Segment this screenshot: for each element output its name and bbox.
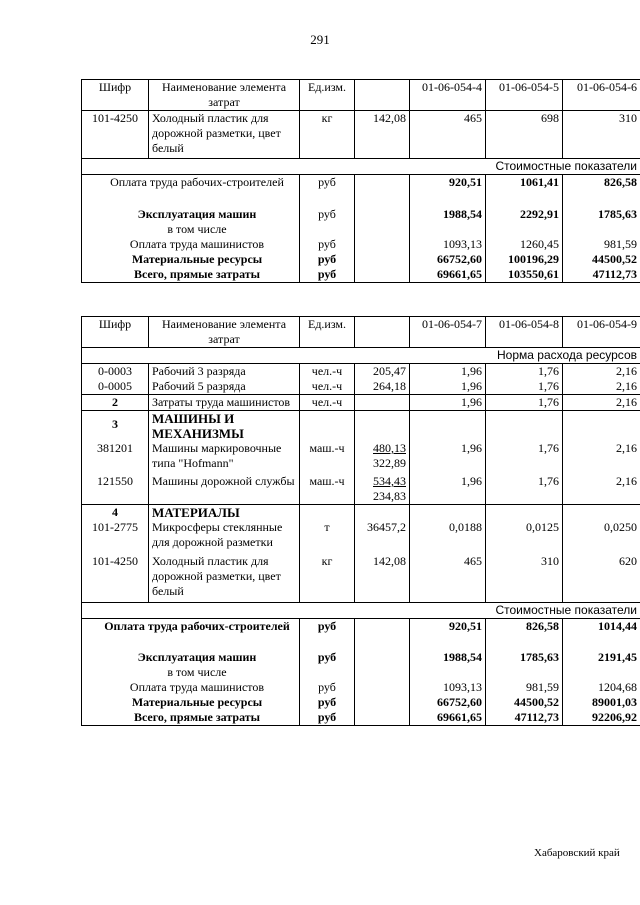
row-value: 2,16 (563, 441, 640, 471)
cost-value: 1093,13 (410, 237, 486, 252)
row-value: 465 (410, 554, 486, 602)
row-value: 1,96 (410, 441, 486, 471)
row-code: 2 (82, 395, 149, 411)
row-price: 534,43 (373, 474, 406, 488)
cost-empty (355, 695, 410, 710)
cost-name: Всего, прямые затраты (82, 267, 300, 283)
section-empty (486, 411, 563, 442)
cost-empty (355, 680, 410, 695)
estimate-table-2 (81, 316, 640, 726)
section-row (82, 411, 640, 442)
table-row (82, 379, 640, 395)
section-empty (563, 411, 640, 442)
cost-row (82, 207, 640, 237)
row-value: 465 (410, 111, 486, 159)
table-row (82, 111, 640, 159)
cost-name: Оплата труда машинистов (82, 237, 300, 252)
row-name: Рабочий 3 разряда (149, 364, 300, 380)
cost-value: 1988,54 (410, 207, 486, 237)
cost-name: Оплата труда рабочих-строителей (82, 175, 300, 207)
cost-empty (355, 710, 410, 726)
row-unit: кг (300, 111, 355, 159)
row-value: 1,76 (486, 364, 563, 380)
cost-value: 2191,45 (563, 650, 640, 680)
row-price-group (355, 441, 410, 471)
row-name: Машины дорожной службы (149, 471, 300, 505)
row-price-secondary: 322,89 (373, 456, 406, 470)
cost-row (82, 695, 640, 710)
row-value: 2,16 (563, 379, 640, 395)
table-row (82, 395, 640, 411)
header-unit: Ед.изм. (300, 80, 355, 111)
header-cipher: Шифр (82, 80, 149, 111)
table-header-row (82, 317, 640, 348)
row-price: 480,13 (373, 441, 406, 455)
row-name: Микросферы стеклянные для дорожной разметки (149, 520, 300, 554)
cost-empty (355, 207, 410, 237)
cost-subname: в том числе (167, 221, 227, 236)
estimate-table-1 (81, 79, 640, 283)
cost-value: 44500,52 (486, 695, 563, 710)
header-price (355, 80, 410, 111)
cost-value: 1061,41 (486, 175, 563, 207)
norm-band (82, 348, 640, 364)
row-value: 1,76 (486, 395, 563, 411)
row-unit: чел.-ч (300, 364, 355, 380)
cost-empty (355, 618, 410, 650)
cost-unit: руб (300, 175, 355, 207)
table-row (82, 441, 640, 471)
header-code-2: 01-06-054-8 (486, 317, 563, 348)
section-title: МАШИНЫ И МЕХАНИЗМЫ (149, 411, 300, 442)
row-price: 205,47 (355, 364, 410, 380)
row-value: 1,96 (410, 471, 486, 505)
cost-row (82, 618, 640, 650)
row-price: 142,08 (355, 554, 410, 602)
row-value: 2,16 (563, 364, 640, 380)
row-value: 1,96 (410, 379, 486, 395)
cost-unit: руб (300, 650, 355, 680)
table-row (82, 554, 640, 602)
header-code-1: 01-06-054-7 (410, 317, 486, 348)
cost-value: 826,58 (486, 618, 563, 650)
page-number: 291 (310, 32, 330, 47)
row-name: Холодный пластик для дорожной разметки, цвет белый (149, 554, 300, 602)
cost-empty (355, 267, 410, 283)
header-code-1: 01-06-054-4 (410, 80, 486, 111)
row-unit: кг (300, 554, 355, 602)
cost-empty (355, 237, 410, 252)
header-code-3: 01-06-054-6 (563, 80, 640, 111)
cost-value: 981,59 (486, 680, 563, 695)
row-value: 698 (486, 111, 563, 159)
header-price (355, 317, 410, 348)
cost-band (82, 159, 640, 175)
row-price-group (355, 471, 410, 505)
cost-name-group (82, 650, 300, 680)
cost-value: 66752,60 (410, 695, 486, 710)
cost-value: 981,59 (563, 237, 640, 252)
row-value: 0,0188 (410, 520, 486, 554)
cost-value: 1204,68 (563, 680, 640, 695)
row-name: Холодный пластик для дорожной разметки, цвет белый (149, 111, 300, 159)
row-value: 1,96 (410, 364, 486, 380)
cost-unit: руб (300, 618, 355, 650)
row-name: Затраты труда машинистов (149, 395, 300, 411)
table-header-row (82, 80, 640, 111)
cost-row (82, 237, 640, 252)
section-empty (355, 411, 410, 442)
header-unit: Ед.изм. (300, 317, 355, 348)
cost-row (82, 175, 640, 207)
cost-unit: руб (300, 680, 355, 695)
row-unit: т (300, 520, 355, 554)
cost-unit: руб (300, 207, 355, 237)
cost-unit: руб (300, 267, 355, 283)
row-value: 1,76 (486, 379, 563, 395)
cost-unit: руб (300, 695, 355, 710)
row-price: 264,18 (355, 379, 410, 395)
cost-empty (355, 252, 410, 267)
section-empty (563, 505, 640, 521)
cost-name: Оплата труда машинистов (82, 680, 300, 695)
cost-value: 89001,03 (563, 695, 640, 710)
row-value: 1,76 (486, 471, 563, 505)
cost-value: 1014,44 (563, 618, 640, 650)
section-code: 4 (82, 505, 149, 521)
row-code: 101-4250 (82, 554, 149, 602)
cost-row (82, 710, 640, 726)
cost-value: 44500,52 (563, 252, 640, 267)
row-value: 620 (563, 554, 640, 602)
row-value: 2,16 (563, 471, 640, 505)
row-name: Машины маркировочные типа "Hofmann" (149, 441, 300, 471)
cost-name-group (82, 207, 300, 237)
cost-value: 47112,73 (486, 710, 563, 726)
cost-row (82, 252, 640, 267)
cost-value: 1988,54 (410, 650, 486, 680)
cost-band-label: Стоимостные показатели (82, 159, 640, 175)
cost-name: Оплата труда рабочих-строителей (82, 618, 300, 650)
header-name: Наименование элемента затрат (149, 317, 300, 348)
cost-unit: руб (300, 252, 355, 267)
row-price: 142,08 (355, 111, 410, 159)
cost-value: 1260,45 (486, 237, 563, 252)
cost-unit: руб (300, 237, 355, 252)
table-row (82, 520, 640, 554)
row-value: 0,0250 (563, 520, 640, 554)
row-code: 0-0003 (82, 364, 149, 380)
row-unit: чел.-ч (300, 395, 355, 411)
cost-value: 920,51 (410, 175, 486, 207)
cost-row (82, 680, 640, 695)
section-title: МАТЕРИАЛЫ (149, 505, 300, 521)
row-value: 0,0125 (486, 520, 563, 554)
header-code-2: 01-06-054-5 (486, 80, 563, 111)
row-price: 36457,2 (355, 520, 410, 554)
row-unit: чел.-ч (300, 379, 355, 395)
table-row (82, 471, 640, 505)
row-value: 2,16 (563, 395, 640, 411)
cost-name: Материальные ресурсы (82, 695, 300, 710)
footer-region: Хабаровский край (534, 847, 620, 859)
row-price (355, 395, 410, 411)
cost-value: 69661,65 (410, 710, 486, 726)
cost-value: 1093,13 (410, 680, 486, 695)
section-empty (486, 505, 563, 521)
section-empty (410, 505, 486, 521)
cost-value: 69661,65 (410, 267, 486, 283)
cost-value: 47112,73 (563, 267, 640, 283)
section-row (82, 505, 640, 521)
cost-value: 1785,63 (563, 207, 640, 237)
cost-value: 2292,91 (486, 207, 563, 237)
row-value: 310 (486, 554, 563, 602)
row-value: 310 (563, 111, 640, 159)
cost-row (82, 267, 640, 283)
row-name: Рабочий 5 разряда (149, 379, 300, 395)
cost-row (82, 650, 640, 680)
header-cipher: Шифр (82, 317, 149, 348)
section-code: 3 (82, 411, 149, 442)
section-empty (300, 411, 355, 442)
cost-value: 92206,92 (563, 710, 640, 726)
row-unit: маш.-ч (300, 441, 355, 471)
cost-name: Эксплуатация машин (137, 650, 257, 664)
header-name: Наименование элемента затрат (149, 80, 300, 111)
cost-value: 826,58 (563, 175, 640, 207)
cost-value: 920,51 (410, 618, 486, 650)
cost-value: 100196,29 (486, 252, 563, 267)
row-unit: маш.-ч (300, 471, 355, 505)
cost-band-label: Стоимостные показатели (82, 602, 640, 618)
row-code: 121550 (82, 471, 149, 505)
row-code: 381201 (82, 441, 149, 471)
table-row (82, 364, 640, 380)
section-empty (355, 505, 410, 521)
cost-name: Эксплуатация машин (137, 206, 257, 221)
cost-subname: в том числе (167, 665, 227, 679)
header-code-3: 01-06-054-9 (563, 317, 640, 348)
row-value: 1,76 (486, 441, 563, 471)
cost-unit: руб (300, 710, 355, 726)
cost-value: 1785,63 (486, 650, 563, 680)
cost-value: 66752,60 (410, 252, 486, 267)
norm-band-label: Норма расхода ресурсов (82, 348, 640, 364)
row-value: 1,96 (410, 395, 486, 411)
cost-name: Всего, прямые затраты (82, 710, 300, 726)
cost-band (82, 602, 640, 618)
cost-value: 103550,61 (486, 267, 563, 283)
cost-name: Материальные ресурсы (82, 252, 300, 267)
row-price-secondary: 234,83 (373, 489, 406, 503)
row-code: 0-0005 (82, 379, 149, 395)
cost-empty (355, 175, 410, 207)
cost-empty (355, 650, 410, 680)
section-empty (410, 411, 486, 442)
row-code: 101-4250 (82, 111, 149, 159)
section-empty (300, 505, 355, 521)
row-code: 101-2775 (82, 520, 149, 554)
